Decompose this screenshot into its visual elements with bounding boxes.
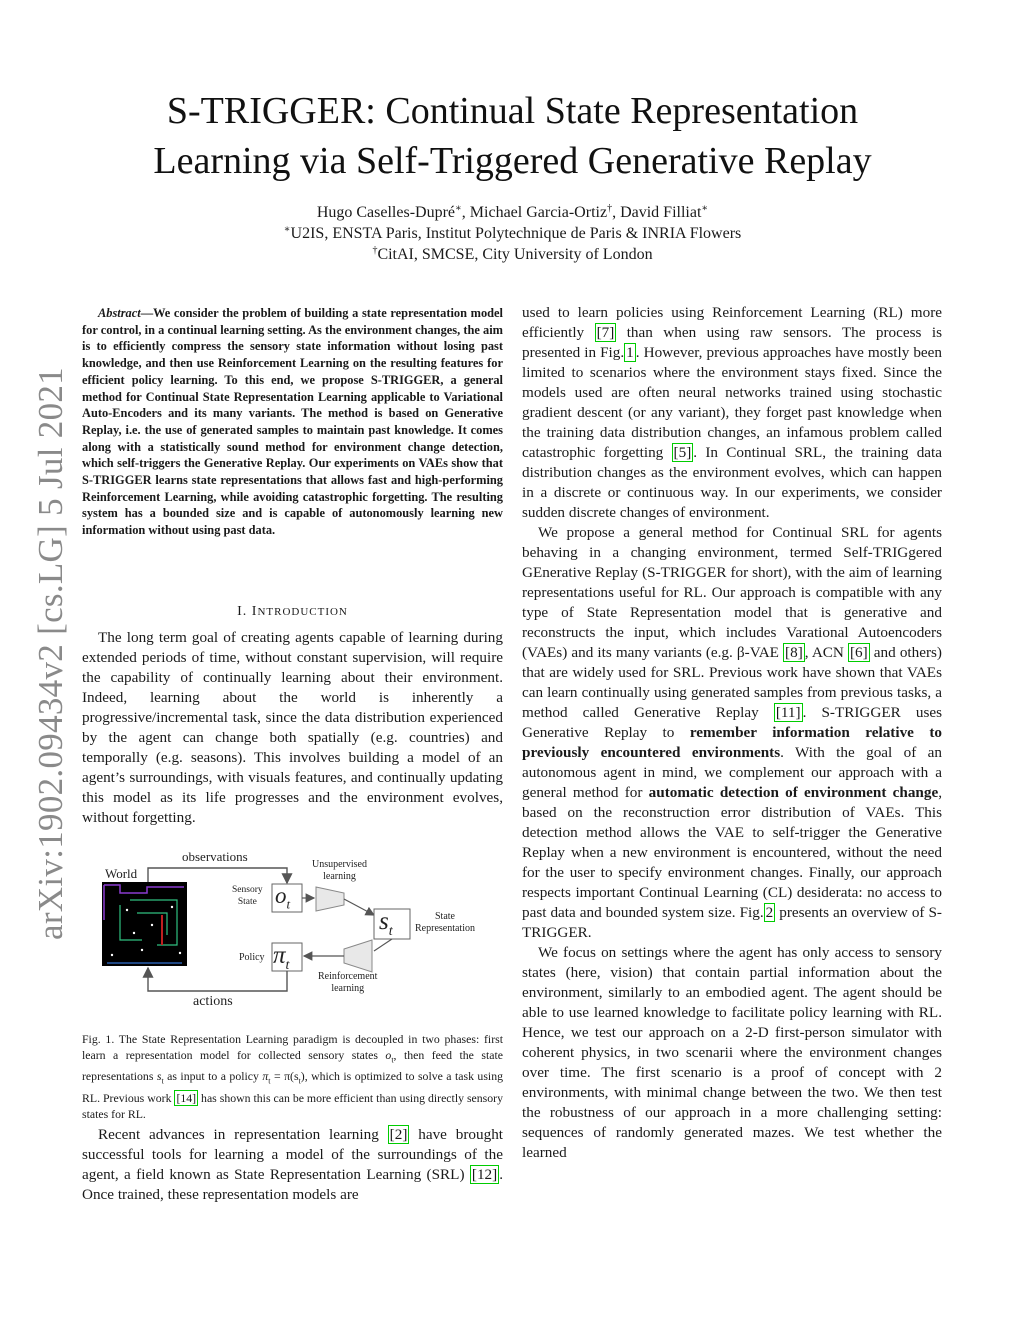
ref-7[interactable]: [7] [596, 324, 615, 341]
ref-6[interactable]: [6] [849, 644, 868, 661]
abstract-label: Abstract [98, 306, 141, 320]
ref-12[interactable]: [12] [471, 1166, 498, 1183]
ref-11[interactable]: [11] [775, 704, 801, 721]
section-heading-introduction: I. INTRODUCTION [237, 604, 348, 619]
fig-symbol-ot: $o_t$ [275, 883, 291, 912]
right-paragraph-3: We focus on settings where the agent has only access to sensory states (here, vision) that contain partial information about the environment, similarly to an embodied agent. The agent should be able to use learned knowledge to facilitate policy learning with RL. Hence, we test our approach on a 2-D first-person simulator with coherent physics, in two scenarii where the environment changes over time. The first scenario is a proof of concept with 2 environments, with minimal change between the two. We then test the robustness of our approach in a more challenging setting: sequences of randomly generated mazes. We test whether the learned [522, 944, 942, 1161]
arxiv-margin-stamp: arXiv:1902.09434v2 [cs.LG] 5 Jul 2021 [31, 367, 70, 940]
fig-ref-1[interactable]: 1 [626, 344, 634, 361]
right-paragraph-2: We propose a general method for Continual SRL for agents behaving in a changing environment, termed Self-TRIGgered GEnerative Replay (S-TRIGGER for short), with the aim of learning representations useful for RL. Our approach is compatible with any type of State Representation model that is generative and reconstructs the input, which includes Varational Autoencoders (VAEs) and its many variants (e.g. β-VAE [8] , ACN [6] and others) that are widely used for SRL. Previous work have shown that VAEs can learn continually using generated samples from previous tasks, a method called Generative Replay [11] . S-TRIGGER uses Generative Replay to remember information relative to previously encountered environments. With the goal of an autonomous agent in mind, we complement our approach with a general method for automatic detection of environment change, based on the reconstruction error distribution of VAEs. This detection method allows the VAE to self-trigger the Generative Replay when a new environment is encountered, without the need for the user to specify environment changes. Finally, our approach respects important Continual Learning (CL) desiderata: no access to past data and bounded system size. Fig. 2 presents an overview of S-TRIGGER. [522, 524, 943, 941]
fig-label-world: World [105, 866, 138, 881]
actions-arrow [148, 968, 287, 991]
fig-label-state-representation: State Representation [415, 911, 475, 934]
fig-label-actions: actions [193, 994, 233, 1009]
ref-5[interactable]: [5] [673, 444, 692, 461]
affiliation-1: ∗U2IS, ENSTA Paris, Institut Polytechnique de Paris & INRIA Flowers [283, 224, 742, 242]
title-line-2: Learning via Self-Triggered Generative Replay [153, 140, 872, 182]
fig-label-unsupervised: Unsupervised learning [312, 859, 367, 882]
figure-1-caption: Fig. 1. The State Representation Learning paradigm is decoupled in two phases: first learn a representation model for collected sensory states $o_t$, then feed the state representations $s_t$ as input to a policy $\pi_t = \pi(s_t)$, which is optimized to solve a task using RL. Previous work [14] has shown this can be more efficient than using directly sensory states for RL. [82, 1032, 503, 1121]
intro-paragraph-1: The long term goal of creating agents capable of learning during extended periods of time, without constant supervision, will require the capability of continually learning about their environment. Indeed, learning about the world is inherently a progressive/incremental task, since the data distribution experienced by the agent can change both spatially (e.g. countries) and temporally (e.g. seasons). This involves building a model of an agent’s surroundings, with visuals features, and continually updating this model as its life progresses and the environment evolves, without forgetting. [82, 629, 503, 826]
title-line-1: S-TRIGGER: Continual State Representation [166, 90, 859, 132]
ref-14[interactable]: [14] [176, 1090, 197, 1105]
fig-label-observations: observations [182, 849, 248, 864]
right-paragraph-1: used to learn policies using Reinforcement Learning (RL) more efficiently [7] than when using raw sensors. The process is presented in Fig. 1 . However, previous approaches have mostly been limited to scenarios where the environment stays fixed. Since the models used are often neural networks trained using stochastic gradient descent (or any variant), they forget past knowledge when the training data distribution changes, an infamous problem called catastrophic forgetting [5] . In Continual SRL, the training data distribution changes as the environment evolves, which can happen in a discrete or continuous way. In our experiments, we consider sudden discrete changes of environment. [522, 304, 943, 521]
figure-1 [82, 845, 503, 1020]
paper-title [90, 86, 935, 186]
right-column [522, 303, 942, 1163]
intro-paragraph-2: Recent advances in representation learning [2] have brought successful tools for learning a model of the surroundings of the agent, a field known as State Representation Learning (SRL) [12] . Once trained, these representation models are [82, 1126, 504, 1203]
fig-symbol-st: $s_t$ [379, 908, 393, 939]
fig-ref-2[interactable]: 2 [765, 904, 774, 921]
affiliation-2: †CitAI, SMCSE, City University of London [372, 245, 653, 263]
ref-8[interactable]: [8] [785, 644, 803, 661]
abstract [82, 305, 503, 539]
fig-symbol-pit: $\pi_t$ [273, 942, 290, 973]
fig-label-policy: Policy [239, 952, 265, 963]
author-line: Hugo Caselles-Dupré∗, Michael Garcia-Ortiz†, David Filliat∗ [316, 203, 709, 221]
fig-label-sensory-state: Sensory State [232, 885, 263, 907]
authors-block [90, 202, 935, 265]
abstract-text: —We consider the problem of building a state representation model for control, in a continual learning setting. As the environment changes, the aim is to efficiently compress the sensory state information without losing past knowledge, and then use Reinforcement Learning on the resulting features for efficient policy learning. To this end, we propose S-TRIGGER, a general method for Continual State Representation Learning applicable to Variational Auto-Encoders and its many variants. The method is based on Generative Replay, i.e. the use of generated samples to maintain past knowledge. It comes along with a statistically sound method for environment change detection, which self-triggers the Generative Replay. Our experiments on VAEs show that S-TRIGGER learns state representations that allows fast and high-performing Reinforcement Learning, while avoiding catastrophic forgetting. The resulting system has a bounded size and is capable of autonomously learning new information without using past data. [82, 306, 503, 538]
ref-2[interactable]: [2] [389, 1126, 408, 1143]
observations-arrow [148, 868, 287, 883]
fig-label-reinforcement-learning: Reinforcement learning [318, 971, 378, 994]
maze-world-image [102, 882, 187, 966]
